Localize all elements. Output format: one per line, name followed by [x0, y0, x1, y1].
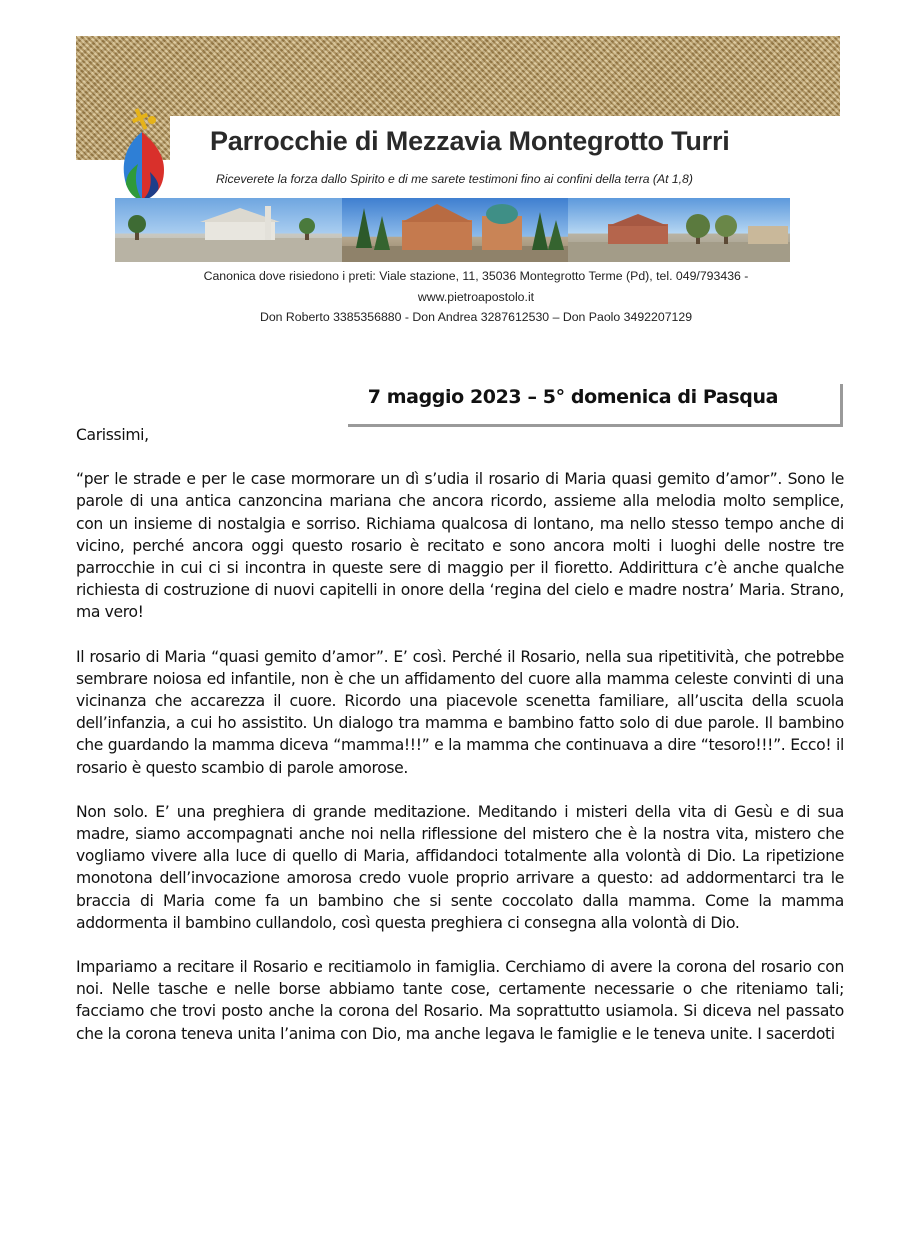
- contact-priests: Don Roberto 3385356880 - Don Andrea 3287612530 – Don Paolo 3492207129: [259, 310, 693, 324]
- church-photo-montegrotto: [342, 198, 568, 262]
- letter-body: [76, 424, 844, 1067]
- letter-paragraph: Il rosario di Maria “quasi gemito d’amor”. E’ così. Perché il Rosario, nella sua ripetitività, che potrebbe sembrare noiosa ed infantile, non è che un affidamento del cuore alla mamma celeste convinti di una vicinanza che accarezza il cuore. Ricordo una piacevole scenetta familiare, all’uscita della scuola dell’infanzia, a cui ho assistito. Un dialogo tra mamma e bambino fatto solo di due parole. Il bambino che guardando la mamma diceva “mamma!!!” e la mamma che continuava a dire “tesoro!!!”. Ecco! il rosario è questo scambio di parole amorose.: [76, 647, 844, 777]
- contact-address: Canonica dove risiedono i preti: Viale stazione, 11, 35036 Montegrotto Terme (Pd), tel. 049/793436 -: [203, 269, 749, 283]
- letter-paragraph: Impariamo a recitare il Rosario e recitiamolo in famiglia. Cerchiamo di avere la corona del rosario con noi. Nelle tasche e nelle borse abbiamo tante cose, certamente necessarie o che riteniamo tali; facciamo che trovi posto anche la corona del Rosario. Ma soprattutto usiamola. Si diceva nel passato che la corona teneva unita l’anima con Dio, ma anche legava le famiglie e le teneva unite. I sacerdoti: [76, 958, 844, 1043]
- church-photos-strip: [115, 198, 790, 262]
- page-title: Parrocchie di Mezzavia Montegrotto Turri: [210, 126, 730, 156]
- date-heading: 7 maggio 2023 – 5° domenica di Pasqua: [367, 386, 778, 408]
- letter-paragraph: Non solo. E’ una preghiera di grande meditazione. Meditando i misteri della vita di Gesù e di sua madre, siamo accompagnati anche noi nella riflessione del mistero che è la nostra vita, mistero che vogliamo vivere alla luce di quello di Maria, affidandoci totalmente alla volontà di Dio. La ripetizione monotona dell’invocazione amorosa credo vuole proprio arrivare a questo: ad addormentarci tra le braccia di Maria come fa un bambino che si sente coccolato dalla mamma. Come la mamma addormenta il bambino cullandolo, così questa preghiera ci consegna alla volontà di Dio.: [76, 802, 844, 932]
- parish-logo-icon: [112, 104, 172, 204]
- contact-website: www.pietroapostolo.it: [417, 289, 535, 304]
- letter-paragraph: “per le strade e per le case mormorare un dì s’udia il rosario di Maria quasi gemito d’amor”. Sono le parole di una antica canzoncina mariana che ancora ricordo, assieme alla melodia molto semplice, con un insieme di nostalgia e sorriso. Richiama qualcosa di lontano, ma nello stesso tempo anche di vicino, perché ancora oggi questo rosario è recitato e sono ancora molti i luoghi delle nostre tre parrocchie in cui ci si incontra in queste sere di maggio per il fioretto. Addirittura c’è anche qualche richiesta di costruzione di nuovi capitelli in onore della ‘regina del cielo e madre nostra’ Maria. Strano, ma vero!: [76, 470, 844, 622]
- letter-greeting: Carissimi,: [76, 426, 149, 444]
- church-photo-mezzavia: [115, 198, 342, 262]
- contact-info: [116, 266, 836, 328]
- church-photo-turri: [568, 198, 790, 262]
- header-motto: Riceverete la forza dallo Spirito e di me sarete testimoni fino ai confini della terra (At 1,8): [216, 172, 693, 186]
